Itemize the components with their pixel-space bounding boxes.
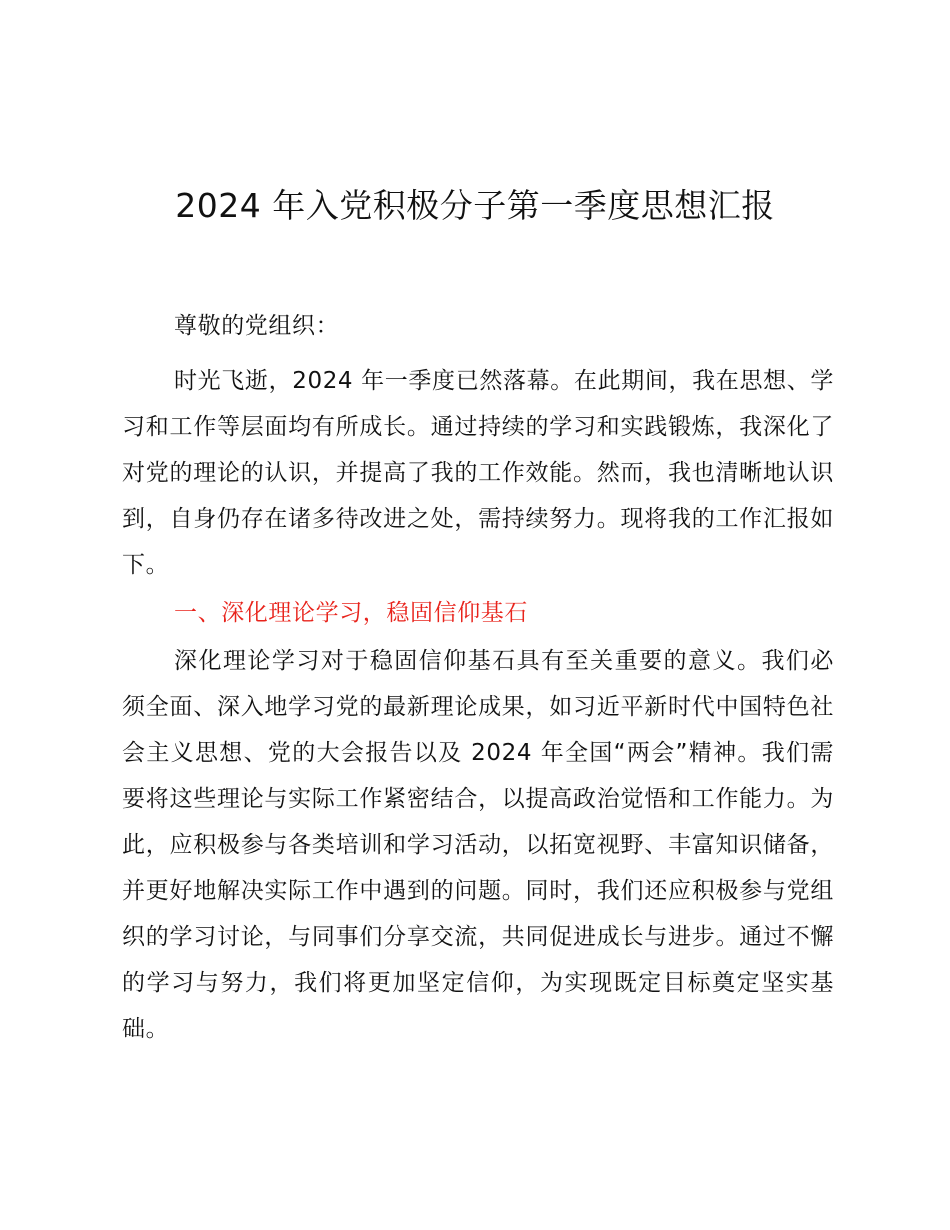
salutation: 尊敬的党组织：	[174, 313, 340, 339]
section-heading: 一、深化理论学习，稳固信仰基石	[174, 600, 528, 626]
section-paragraph: 深化理论学习对于稳固信仰基石具有至关重要的意义。我们必须全面、深入地学习党的最新理论成果，如习近平新时代中国特色社会主义思想、党的大会报告以及 2024 年全国“两会”精神。我们需要将这些理论与实际工作紧密结合，以提高政治觉悟和工作能力。为此，应积极参与各类培训和学习活动，以拓宽视野、丰富知识储备，并更好地解决实际工作中遇到的问题。同时，我们还应积极参与党组织的学习讨论，与同事们分享交流，共同促进成长与进步。通过不懈的学习与努力，我们将更加坚定信仰，为实现既定目标奠定坚实基础。	[122, 648, 834, 1042]
document-title: 2024 年入党积极分子第一季度思想汇报	[175, 186, 775, 225]
intro-paragraph: 时光飞逝，2024 年一季度已然落幕。在此期间，我在思想、学习和工作等层面均有所成长。通过持续的学习和实践锻炼，我深化了对党的理论的认识，并提高了我的工作效能。然而，我也清晰地认识到，自身仍存在诸多待改进之处，需持续努力。现将我的工作汇报如下。	[122, 368, 834, 578]
